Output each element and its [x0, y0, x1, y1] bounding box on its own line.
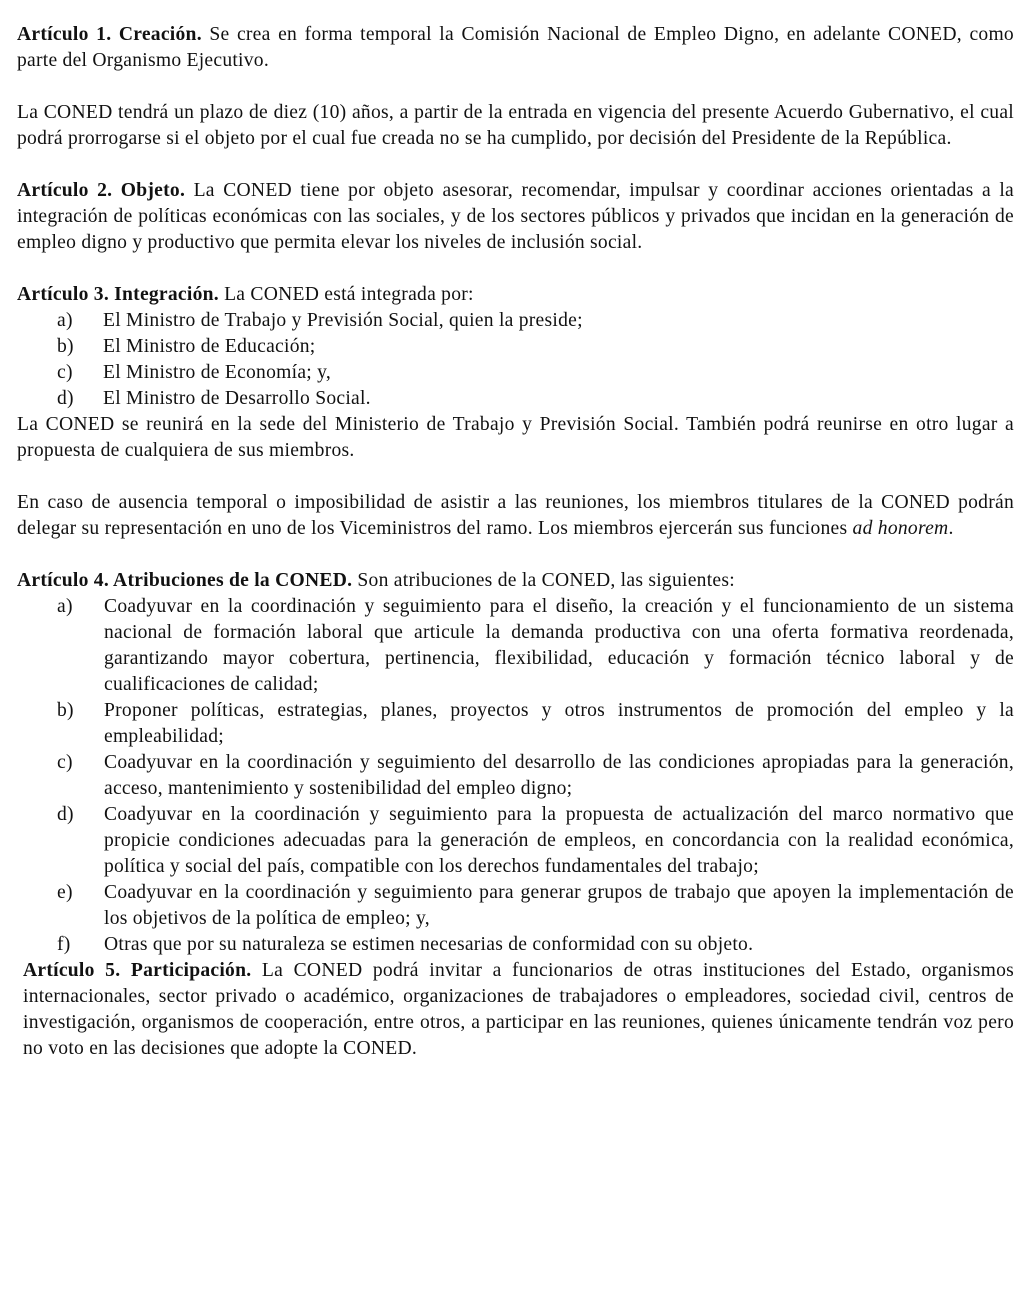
- list-item: [17, 802, 1014, 880]
- list-marker: e): [57, 882, 73, 903]
- article-2-text: La CONED tiene por objeto asesorar, recomendar, impulsar y coordinar acciones orientadas a la integración de políticas económicas con las sociales, y de los sectores públicos y privados que incidan en la generación de empleo digno y productivo que permita elevar los niveles de inclusión social.: [17, 180, 1014, 253]
- list-item: [17, 334, 1014, 360]
- list-item: [17, 750, 1014, 802]
- list-marker: b): [57, 336, 74, 357]
- article-3-closing-end: .: [948, 518, 954, 539]
- list-marker: f): [57, 934, 71, 955]
- list-item-text: Coadyuvar en la coordinación y seguimiento del desarrollo de las condiciones apropiadas para la generación, acceso, mantenimiento y sostenibilidad del empleo digno;: [104, 752, 1014, 799]
- list-item: [17, 594, 1014, 698]
- list-marker: d): [57, 388, 74, 409]
- list-item-text: El Ministro de Economía; y,: [103, 362, 332, 383]
- article-1-heading: Artículo 1. Creación.: [17, 24, 202, 45]
- list-item-text: Proponer políticas, estrategias, planes, proyectos y otros instrumentos de promoción del empleo y la empleabilidad;: [104, 700, 1014, 747]
- list-item: [17, 308, 1014, 334]
- article-3-paragraph-1: La CONED se reunirá en la sede del Ministerio de Trabajo y Previsión Social. También podrá reunirse en otro lugar a propuesta de cualquiera de sus miembros.: [17, 414, 1014, 461]
- article-3-list: [17, 308, 1014, 412]
- article-3-closing: [17, 490, 1014, 542]
- list-item: [17, 386, 1014, 412]
- list-marker: a): [57, 596, 73, 617]
- article-3-closing-text: En caso de ausencia temporal o imposibilidad de asistir a las reuniones, los miembros titulares de la CONED podrán delegar su representación en uno de los Viceministros del ramo. Los miembros ejercerán sus funciones: [17, 492, 1014, 539]
- article-4: [17, 568, 1014, 594]
- list-item-text: El Ministro de Educación;: [103, 336, 316, 357]
- article-3-heading: Artículo 3. Integración.: [17, 284, 219, 305]
- article-2-heading: Artículo 2. Objeto.: [17, 180, 186, 201]
- article-4-list: [17, 594, 1014, 958]
- article-3-closing-italic: ad honorem: [852, 518, 949, 539]
- article-2: [17, 178, 1014, 256]
- article-3: [17, 282, 1014, 308]
- list-item: [17, 698, 1014, 750]
- article-5-text: La CONED podrá invitar a funcionarios de otras instituciones del Estado, organismos internacionales, sector privado o académico, organizaciones de trabajadores o empleadores, sociedad civil, centros de investigación, organismos de cooperación, entre otros, a participar en las reuniones, quienes únicamente tendrán voz pero no voto en las decisiones que adopte la CONED.: [23, 960, 1014, 1059]
- list-item-text: El Ministro de Desarrollo Social.: [103, 388, 371, 409]
- list-marker: d): [57, 804, 74, 825]
- article-1-text: Se crea en forma temporal la Comisión Nacional de Empleo Digno, en adelante CONED, como parte del Organismo Ejecutivo.: [17, 24, 1014, 71]
- article-4-text: Son atribuciones de la CONED, las siguientes:: [352, 570, 735, 591]
- list-item-text: Coadyuvar en la coordinación y seguimiento para el diseño, la creación y el funcionamiento de un sistema nacional de formación laboral que articule la demanda productiva con una oferta formativa reordenada, garantizando mayor cobertura, pertinencia, flexibilidad, educación y formación técnico laboral y de cualificaciones de calidad;: [104, 596, 1014, 695]
- list-item-text: Coadyuvar en la coordinación y seguimiento para generar grupos de trabajo que apoyen la implementación de los objetivos de la política de empleo; y,: [104, 882, 1014, 929]
- list-marker: c): [57, 362, 73, 383]
- list-marker: b): [57, 700, 74, 721]
- article-3-text: La CONED está integrada por:: [218, 284, 474, 305]
- article-1-paragraph-1: La CONED tendrá un plazo de diez (10) años, a partir de la entrada en vigencia del presente Acuerdo Gubernativo, el cual podrá prorrogarse si el objeto por el cual fue creada no se ha cumplido, por decisión del Presidente de la República.: [17, 102, 1014, 149]
- article-4-heading: Artículo 4. Atribuciones de la CONED.: [17, 570, 353, 591]
- list-item-text: Otras que por su naturaleza se estimen necesarias de conformidad con su objeto.: [104, 934, 754, 955]
- list-item: [17, 880, 1014, 932]
- list-item: [17, 932, 1014, 958]
- article-5: [17, 958, 1014, 1062]
- list-item-text: Coadyuvar en la coordinación y seguimiento para la propuesta de actualización del marco normativo que propicie condiciones adecuadas para la generación de empleos, en concordancia con la realidad económica, política y social del país, compatible con los derechos fundamentales del trabajo;: [104, 804, 1014, 877]
- article-5-heading: Artículo 5. Participación.: [23, 960, 252, 981]
- article-1: [17, 22, 1014, 74]
- list-marker: c): [57, 752, 73, 773]
- list-marker: a): [57, 310, 73, 331]
- list-item-text: El Ministro de Trabajo y Previsión Social, quien la preside;: [103, 310, 583, 331]
- list-item: [17, 360, 1014, 386]
